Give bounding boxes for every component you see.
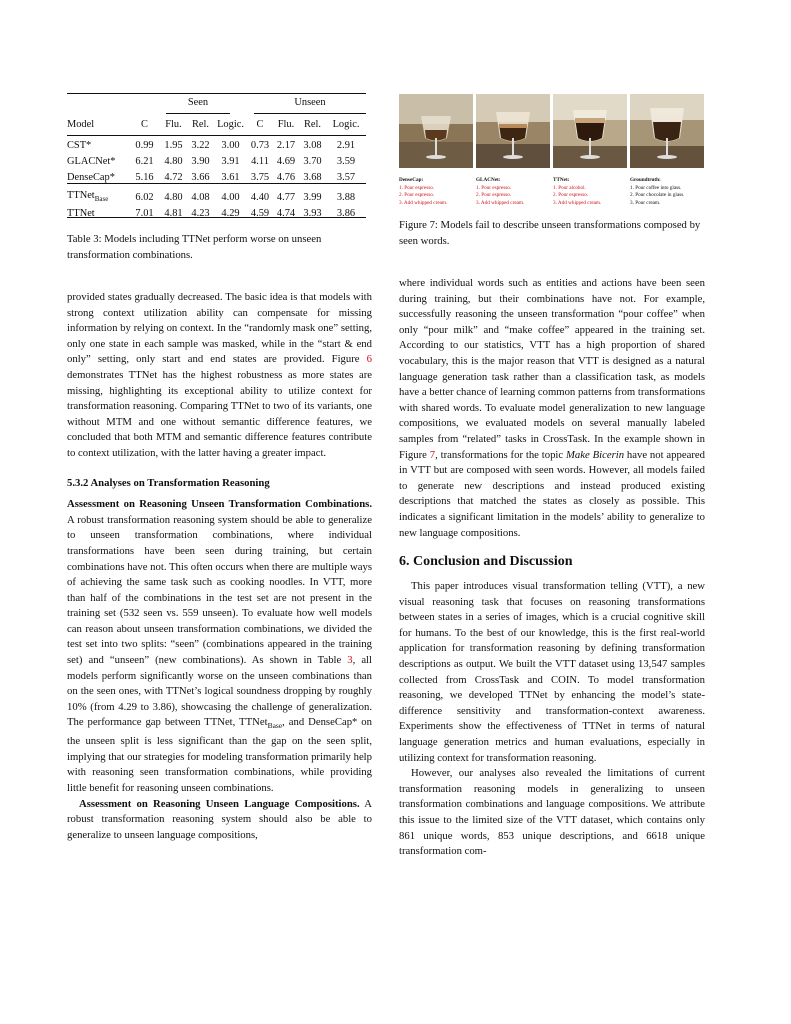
subsection-heading: 5.3.2 Analyses on Transformation Reasoning [67,476,270,489]
cell: 4.08 [191,191,210,203]
paragraph-context-utilization [67,290,372,462]
paragraph-head: Assessment on Reasoning Unseen Transformation Combinations. [67,498,372,511]
model-name: CST* [67,139,92,151]
cell: 6.21 [135,155,154,167]
prediction-title: Groundtruth: [630,177,661,183]
cell: 4.74 [276,207,296,219]
cell: 3.88 [336,191,356,203]
cell: 3.08 [303,139,322,151]
prediction-title: DenseCap: [399,177,424,183]
model-name: TTNet$_{Base}$ [67,190,109,204]
cell: 5.16 [135,171,154,183]
col-header: C [256,119,264,130]
paragraph-unseen-combinations: Assessment on Reasoning Unseen Transformation Combinations. A robust transformation reasoning system should be able to generalize to unseen transformation combinations, where individual transformations have been seen during training, but certain combinations have not. This often occurs when there are multiple ways of achieving the same task such as cooking noodles. In VTT, more than half of the combinations in the test set are not present in the training set (532 seen vs. 559 unseen). To evaluate how well models can reason about unseen transformation combinations, we divided the test set into two splits: “seen” (combinations appeared in the training set) and “unseen” (new combinations). As shown in Table 3, all models perform significantly worse on the unseen combinations than on the seen ones, with TTNet’s logical soundness dropping by roughly 10% (from 4.29 to 3.86), showcasing the challenge of generalization. The performance gap between TTNet, TTNet$_{Base}$, and DenseCap* on the unseen split is less significant than the gap on the seen split, implying that our strategies for modeling transformation primarily help with reasoning seen transformation combinations, while providing little benefit for reasoning unseen combinations. [67,498,372,794]
cell: 2.91 [336,139,356,151]
section-heading: 6. Conclusion and Discussion [399,554,573,570]
groundtruth-line: 2. Pour chocolate in glass. [630,192,685,199]
col-header: Logic. [217,119,244,130]
table-top-rule [67,93,366,94]
groundtruth-descriptions [630,177,706,207]
paragraph-language-compositions: where individual words such as entities and actions have been seen during training, but their combinations have not. For example, successfully reasoning the unseen transformation “pour coffee” when only “pour milk” and “make coffee” appeared in the training set. According to our statistics, VTT has a high proportion of shared vocabulary, this is the major reason that VTT is designed as a natural language generation task rather than a classification task, as models have a better chance of learning common patterns from transformations with shared words. To evaluate model generalization to new language compositions, we evaluated models on several manually labeled samples from “related” tasks in CrossTask. In the example shown in Figure 7, transformations for the topic Make Bicerin have not appeared in VTT but are composed with seen words. However, all models failed to generate new descriptions and instead produced existing descriptions that matched the states as closely as possible. This indicates a significant limitation in the models’ ability to generalize to new language compositions. [399,277,705,539]
paragraph-text: provided states gradually decreased. The basic idea is that models with strong context utilization ability can compensate for missing information by relying on context. In the “randomly mask one” setting, only one state in each sample was masked, while in the “start & end only” setting, only start and end states are provided. Figure 6 demonstrates TTNet has the highest robustness as more states are missing, highlighting its exceptional ability to utilize context for transformation reasoning. Comparing TTNet to two of its variants, one without MTM and one without semantic difference features, we concluded that both MTM and semantic difference features contribute to context utilization, with the latter having a greater impact. [67,291,372,459]
left-column [67,290,372,843]
figure-7-link[interactable]: 7 [429,448,436,461]
paragraph-limitations: However, our analyses also revealed the limitations of current transformation reasoning models in generalizing to unseen transformation combinations and language compositions. We attribute this issue to the limited size of the VTT dataset, which contains only 861 unique words, 853 unique descriptions, and 6618 unique transformation com- [399,767,705,858]
table-caption: Table 3: Models including TTNet perform worse on unseen transformation combinations. [67,233,322,261]
cell: 3.90 [191,155,210,167]
photo-step-3 [553,94,627,168]
densecap-predictions [399,177,473,207]
right-column [399,276,705,860]
prediction-line: 2. Pour espresso. [553,192,589,199]
groundtruth-line: 1. Pour coffee into glass. [630,184,682,191]
cell: 4.76 [276,171,296,183]
figure-caption: Figure 7: Models fail to describe unseen transformations composed by seen words. [399,219,701,247]
paragraph-head: Assessment on Reasoning Unseen Language Compositions. [79,797,360,810]
cell: 2.17 [276,139,296,151]
cell: 4.69 [276,155,296,167]
glacnet-predictions [476,177,550,207]
results-table [67,116,366,221]
cell: 4.59 [250,207,270,219]
cell: 3.66 [191,171,210,183]
prediction-line: 1. Pour alcohol. [553,184,586,191]
cell: 4.40 [250,191,270,203]
figure-6-link[interactable]: 6 [366,353,372,366]
col-header: Flu. [165,119,182,130]
cell: 4.00 [221,191,240,203]
cell: 3.68 [303,171,322,183]
cell: 4.29 [221,207,240,219]
cell: 4.81 [164,207,183,219]
paragraph-conclusion: This paper introduces visual transformation telling (VTT), a new visual reasoning task that focuses on reasoning transformations between states in a series of images, which is a crucial cognitive skill for humans. To the best of our knowledge, this is the first real-world application for transformation reasoning by defining transformation descriptions as output. We built the VTT dataset using 13,547 samples collected from CrossTask and COIN. To model transformation reasoning, we developed TTNet by enhancing the model’s state-difference sensitivity and transformation-context awareness. Experiments show the effectiveness of TTNet in terms of natural language generation metrics and human evaluations, especially in utilizing context for transformation reasoning. [399,580,705,764]
model-name: DenseCap* [67,171,115,183]
cell: 4.80 [164,155,183,167]
table-3-link[interactable]: 3 [347,654,353,667]
table-row [67,153,366,169]
prediction-line: 1. Pour espresso. [399,184,435,191]
prediction-line: 3. Add whipped cream. [476,199,525,206]
table-row [67,169,366,185]
cell: 4.23 [191,207,210,219]
model-name: TTNet [67,207,95,219]
col-header: Rel. [303,119,322,130]
table-row [67,189,366,205]
cell: 3.91 [221,155,240,167]
col-header: C [141,119,148,130]
cell: 3.22 [191,139,210,151]
cell: 3.00 [221,139,240,151]
cell: 1.95 [164,139,183,151]
cell: 4.72 [164,171,183,183]
prediction-title: TTNet: [553,177,570,183]
cell: 3.70 [303,155,322,167]
col-header: Flu. [277,119,295,130]
cell: 4.77 [276,191,296,203]
col-header: Rel. [191,119,210,130]
cell: 3.61 [221,171,240,183]
unseen-group-rule [254,113,366,114]
cell: 3.99 [303,191,322,203]
prediction-line: 2. Pour espresso. [399,192,435,199]
prediction-line: 2. Pour espresso. [476,192,512,199]
cell: 7.01 [135,207,154,219]
table-row [67,137,366,153]
cell: 4.11 [251,155,269,167]
cell: 0.99 [135,139,154,151]
model-name: GLACNet* [67,155,116,167]
table-row [67,205,366,221]
col-header: Model [67,119,95,130]
seen-group-rule [166,113,230,114]
ttnet-predictions [553,177,627,207]
prediction-line: 3. Add whipped cream. [399,199,448,206]
cell: 6.02 [135,191,154,203]
prediction-title: GLACNet: [476,177,501,183]
photo-step-2 [476,94,550,168]
paragraph-unseen-language: Assessment on Reasoning Unseen Language Compositions. A robust transformation reasoning system should also be able to generalize to unseen language compositions, [67,797,372,841]
prediction-line: 3. Add whipped cream. [553,199,602,206]
groundtruth-line: 3. Pour cream. [630,199,661,206]
photo-step-1 [399,94,473,168]
cell: 3.93 [303,207,322,219]
unseen-group-header: Unseen [294,97,326,108]
cell: 3.75 [250,171,270,183]
seen-group-header: Seen [187,97,209,108]
cell: 0.73 [250,139,270,151]
col-header: Logic. [332,119,360,130]
prediction-line: 1. Pour espresso. [476,184,512,191]
cell: 3.86 [336,207,356,219]
cell: 4.80 [164,191,183,203]
cell: 3.59 [336,155,356,167]
table-header-row [67,116,366,133]
cell: 3.57 [336,171,356,183]
photo-step-4 [630,94,704,168]
